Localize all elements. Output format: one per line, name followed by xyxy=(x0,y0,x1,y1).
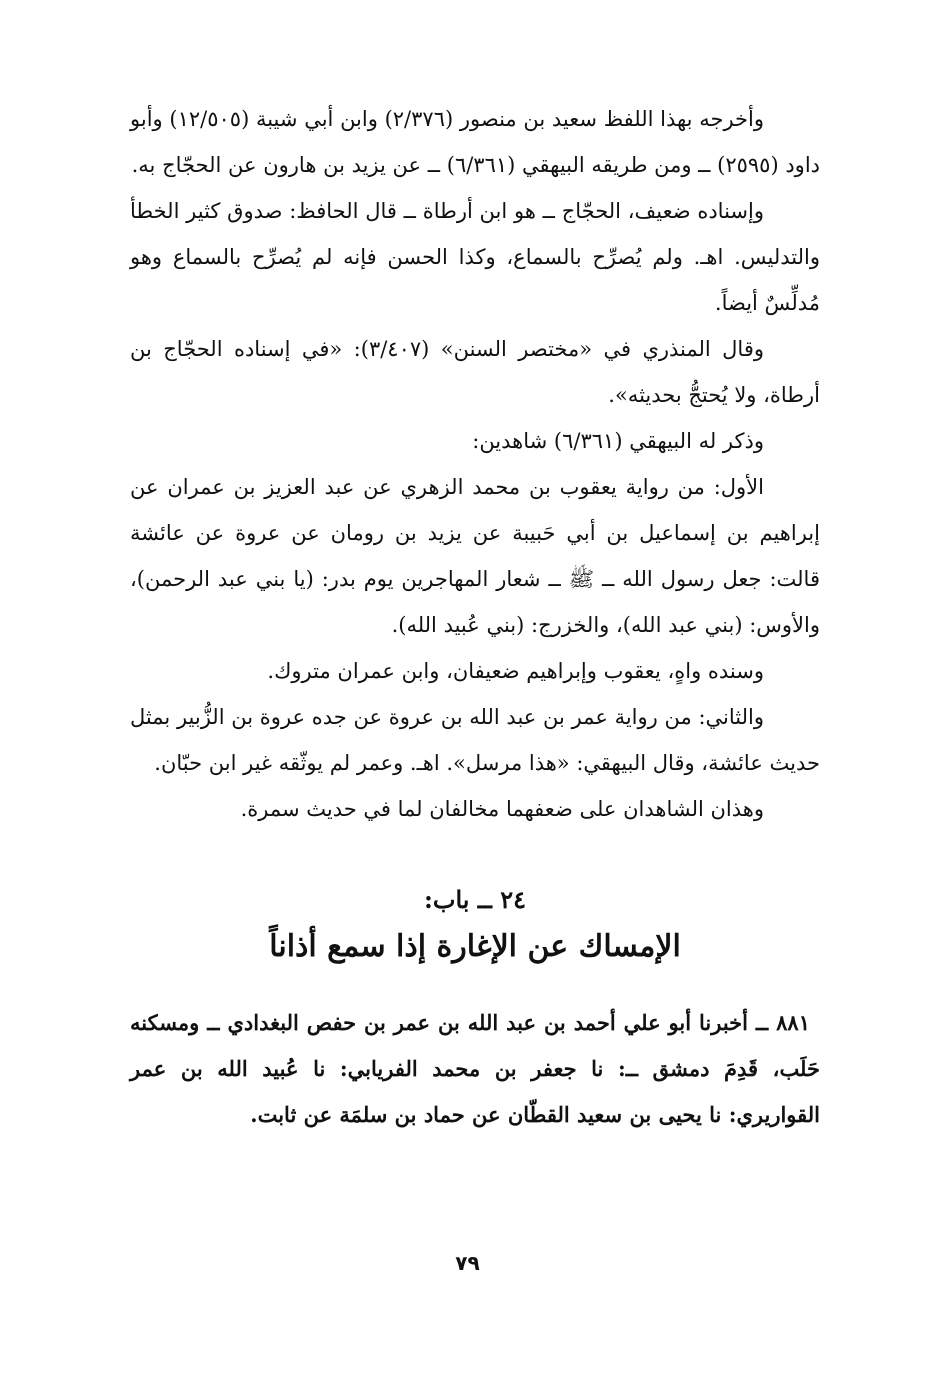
page-body xyxy=(130,96,820,1138)
footnote-paragraph-4: وذكر له البيهقي (٦/٣٦١) شاهدين: xyxy=(472,429,764,453)
footnote-paragraph-3: وقال المنذري في «مختصر السنن» (٣/٤٠٧): «في إسناده الحجّاج بن أرطاة، ولا يُحتجُّ بحديثه». xyxy=(130,337,820,407)
footnote-paragraph-2: وإسناده ضعيف، الحجّاج ــ هو ابن أرطاة ــ قال الحافظ: صدوق كثير الخطأ والتدليس. اهـ. ولم يُصرِّح بالسماع، وكذا الحسن فإنه لم يُصرِّح بالسماع وهو مُدلِّسٌ أيضاً. xyxy=(130,199,820,315)
chapter-number: ٢٤ ــ باب: xyxy=(424,885,526,914)
hadith-text: ٨٨١ ــ أخبرنا أبو علي أحمد بن عبد الله بن عمر بن حفص البغدادي ــ ومسكنه حَلَب، قَدِمَ دمشق ــ: نا جعفر بن محمد الفريابي: نا عُبيد الله بن عمر القواريري: نا يحيى بن سعيد القطّان عن حماد بن سلمَة عن ثابت. xyxy=(130,1010,820,1127)
footnote-paragraph-1: وأخرجه بهذا اللفظ سعيد بن منصور (٢/٣٧٦) وابن أبي شيبة (١٢/٥٠٥) وأبو داود (٢٥٩٥) ــ ومن طريقه البيهقي (٦/٣٦١) ــ عن يزيد بن هارون عن الحجّاج به. xyxy=(130,107,820,177)
footnote-paragraph-5: الأول: من رواية يعقوب بن محمد الزهري عن عبد العزيز بن عمران عن إبراهيم بن إسماعيل بن أبي حَبيبة عن يزيد بن رومان عن عروة عن عائشة قالت: جعل رسول الله ــ ﷺ ــ شعار المهاجرين يوم بدر: (يا بني عبد الرحمن)، والأوس: (بني عبد الله)، والخزرج: (بني عُبيد الله). xyxy=(130,475,820,637)
page-number: ٧٩ xyxy=(455,1251,480,1275)
chapter-title: الإمساك عن الإغارة إذا سمع أذاناً xyxy=(269,929,681,964)
footnote-paragraph-6: وسنده واهٍ، يعقوب وإبراهيم ضعيفان، وابن عمران متروك. xyxy=(267,659,764,683)
footnote-paragraph-8: وهذان الشاهدان على ضعفهما مخالفان لما في حديث سمرة. xyxy=(240,797,764,821)
footnote-paragraph-7: والثاني: من رواية عمر بن عبد الله بن عروة عن جده عروة بن الزُّبير بمثل حديث عائشة، وقال البيهقي: «هذا مرسل». اهـ. وعمر لم يوثّقه غير ابن حبّان. xyxy=(130,705,820,775)
section-spacer xyxy=(130,832,820,880)
